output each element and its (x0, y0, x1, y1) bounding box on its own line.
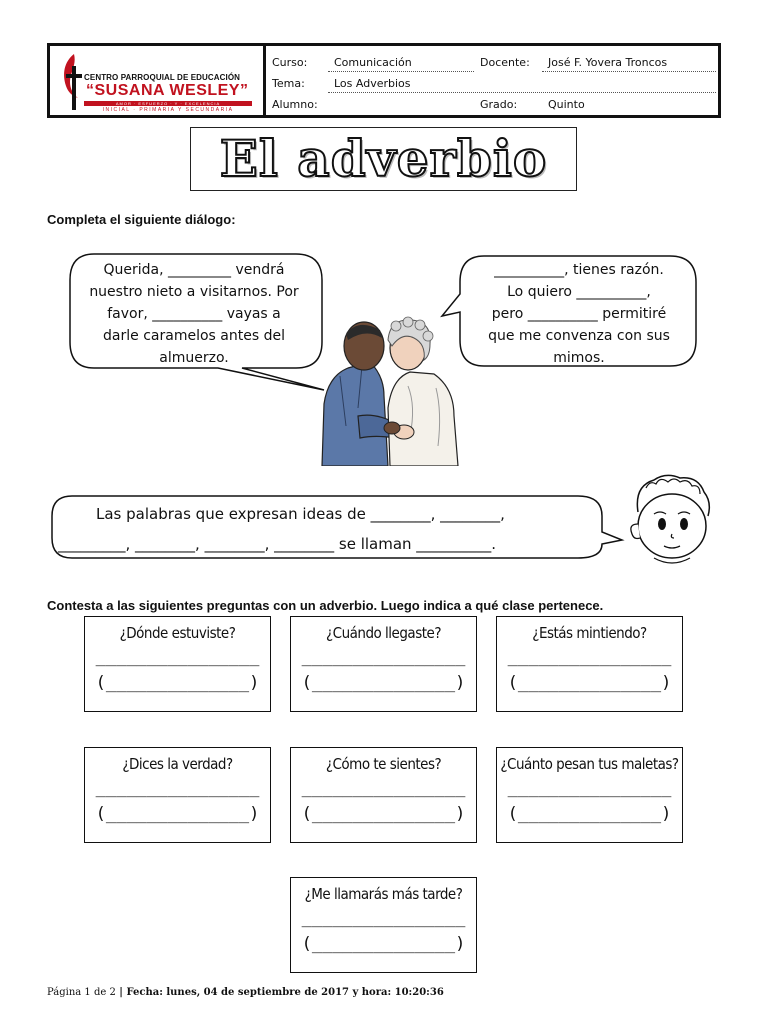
question-box (290, 877, 477, 973)
class-blank[interactable]: (______________) (507, 804, 672, 824)
header-row-curso (266, 50, 718, 73)
tema-label: Tema: (272, 77, 305, 90)
school-motto: AMOR · ESFUERZO · Y · EXCELENCIA (115, 101, 221, 106)
question-box (84, 747, 271, 843)
dialog-instruction: Completa el siguiente diálogo: (47, 212, 236, 227)
question-text: ¿Cuánto pesan tus maletas? (500, 755, 679, 773)
tema-underline (328, 92, 716, 93)
header-row-alumno (266, 96, 718, 119)
class-blank[interactable]: (______________) (301, 934, 466, 954)
answer-blank[interactable]: ________________ (301, 647, 466, 667)
elderly-couple-illustration (318, 316, 460, 466)
question-text: ¿Estás mintiendo? (532, 624, 647, 642)
school-levels: INICIAL · PRIMARIA Y SECUNDARIA (102, 107, 234, 113)
worksheet-header (47, 43, 721, 118)
docente-value: José F. Yovera Troncos (548, 56, 668, 69)
header-info (266, 46, 718, 115)
right-dialog-text (462, 259, 696, 369)
question-box (290, 616, 477, 712)
question-box (84, 616, 271, 712)
answer-blank[interactable]: ________________ (301, 908, 466, 928)
left-dialog-line: Querida, _________ vendrá (103, 262, 285, 278)
question-text: ¿Cuándo llegaste? (325, 624, 441, 642)
question-text: ¿Dónde estuviste? (119, 624, 236, 642)
school-logo (50, 46, 266, 115)
class-blank[interactable]: (______________) (95, 673, 260, 693)
boy-face-illustration (624, 472, 720, 572)
tema-value: Los Adverbios (334, 77, 411, 90)
cross-flame-icon (58, 52, 84, 112)
footer-date: Fecha: lunes, 04 de septiembre de 2017 y hora: 10:20:36 (126, 987, 444, 998)
curso-label: Curso: (272, 56, 308, 69)
question-text: ¿Me llamarás más tarde? (304, 885, 463, 903)
class-blank[interactable]: (______________) (507, 673, 672, 693)
grado-value: Quinto (548, 98, 585, 111)
left-dialog-line: almuerzo. (159, 350, 229, 366)
right-dialog-line: mimos. (553, 350, 605, 366)
left-dialog-line: favor, __________ vayas a (107, 306, 281, 322)
school-name: “SUSANA WESLEY” (86, 82, 249, 99)
docente-label: Docente: (480, 56, 530, 69)
class-blank[interactable]: (______________) (301, 804, 466, 824)
left-dialog-text (70, 259, 318, 369)
curso-underline (328, 71, 474, 72)
answer-blank[interactable]: ________________ (95, 778, 260, 798)
grado-label: Grado: (480, 98, 518, 111)
header-row-tema (266, 75, 718, 98)
page-title: El adverbio (219, 129, 548, 188)
questions-instruction: Contesta a las siguientes preguntas con un adverbio. Luego indica a qué clase pertenece. (47, 598, 604, 613)
school-line1: CENTRO PARROQUIAL DE EDUCACIÓN (84, 73, 241, 82)
question-text: ¿Dices la verdad? (122, 755, 233, 773)
left-dialog-line: nuestro nieto a visitarnos. Por (89, 284, 299, 300)
answer-blank[interactable]: ________________ (95, 647, 260, 667)
left-dialog-line: darle caramelos antes del (103, 328, 285, 344)
page-footer (47, 987, 444, 998)
class-blank[interactable]: (______________) (95, 804, 260, 824)
question-text: ¿Cómo te sientes? (325, 755, 442, 773)
summary-line2: _________, ________, ________, ________ se llaman __________. (58, 535, 497, 553)
docente-underline (542, 71, 716, 72)
answer-blank[interactable]: ________________ (301, 778, 466, 798)
right-dialog-line: __________, tienes razón. (494, 262, 664, 278)
curso-value: Comunicación (334, 56, 412, 69)
right-dialog-line: pero __________ permitiré (491, 306, 667, 322)
title-frame (190, 127, 577, 191)
page-number: Página 1 de 2 (47, 987, 116, 998)
right-dialog-line: que me convenza con sus (488, 328, 670, 344)
footer-separator: | (115, 987, 127, 998)
class-blank[interactable]: (______________) (301, 673, 466, 693)
question-box (496, 747, 683, 843)
question-box (496, 616, 683, 712)
answer-blank[interactable]: ________________ (507, 647, 672, 667)
answer-blank[interactable]: ________________ (507, 778, 672, 798)
summary-line1: Las palabras que expresan ideas de ________, ________, (96, 505, 505, 523)
alumno-label: Alumno: (272, 98, 318, 111)
right-dialog-line: Lo quiero __________, (507, 284, 651, 300)
question-box (290, 747, 477, 843)
